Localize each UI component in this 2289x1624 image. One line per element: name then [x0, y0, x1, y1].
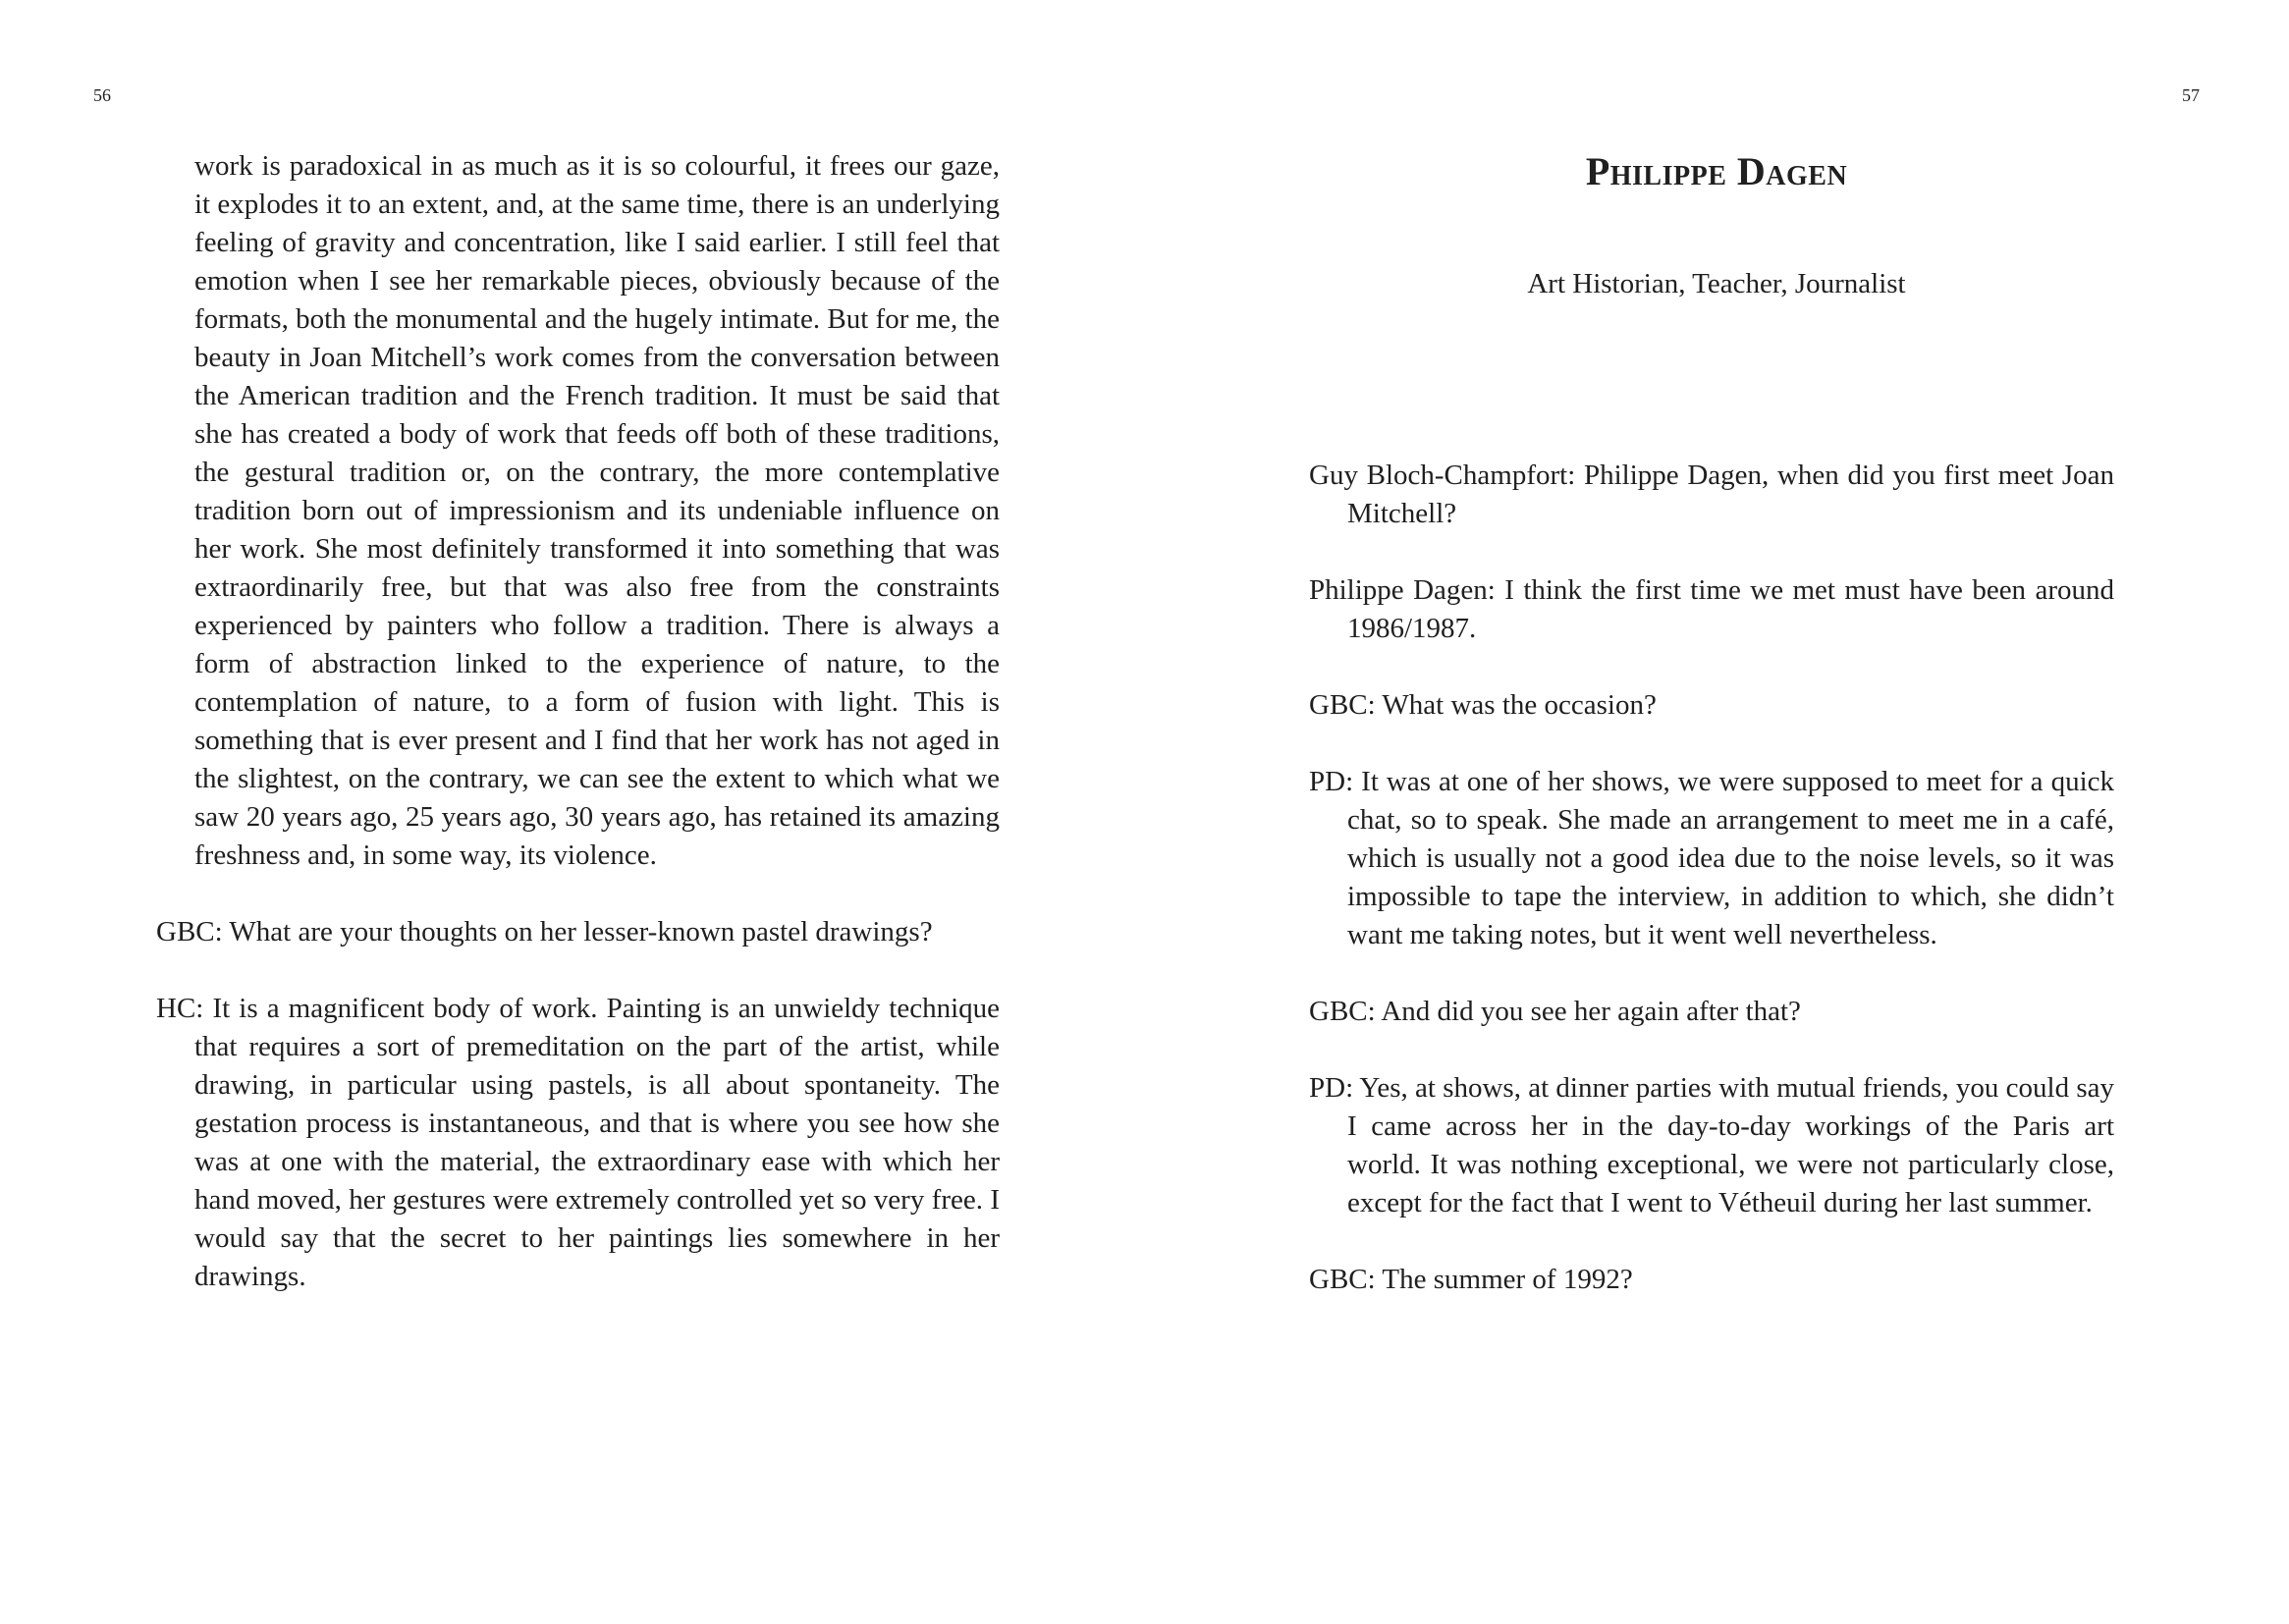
- interview-title: Philippe Dagen: [1585, 149, 1848, 193]
- interview-paragraph: [156, 913, 1000, 951]
- interview-paragraph: [1309, 686, 2114, 725]
- speaker-label: GBC:: [156, 916, 223, 947]
- speaker-label: GBC:: [1309, 1264, 1376, 1295]
- paragraph-text: What was the occasion?: [1382, 689, 1657, 721]
- speaker-label: HC:: [156, 993, 204, 1024]
- interview-paragraph: [1309, 1069, 2114, 1222]
- speaker-label: GBC:: [1309, 689, 1376, 721]
- interview-paragraph: [1309, 457, 2114, 533]
- speaker-label: PD:: [1309, 766, 1354, 797]
- left-page: [0, 0, 1144, 1624]
- speaker-label: PD:: [1309, 1072, 1354, 1104]
- right-page: [1144, 0, 2289, 1624]
- paragraph-text: Yes, at shows, at dinner parties with mutual friends, you could say I came across her in the day-to-day workings of the Paris art world. It was nothing exceptional, we were not particularly close, except for the fact that I went to Vétheuil during her last summer.: [1347, 1072, 2114, 1218]
- right-page-number: 57: [2182, 85, 2200, 105]
- paragraph-text: It was at one of her shows, we were supposed to meet for a quick chat, so to speak. She made an arrangement to meet me in a café, which is usually not a good idea due to the noise levels, so it was impossible to tape the interview, in addition to which, she didn’t want me taking notes, but it went well nevertheless.: [1347, 766, 2114, 950]
- paragraph-continuation: [194, 147, 1000, 875]
- paragraph-text: I think the first time we met must have been around 1986/1987.: [1347, 574, 2114, 644]
- right-text-column: [1309, 457, 2114, 1337]
- left-page-number: 56: [93, 85, 111, 105]
- interview-paragraph: [1309, 993, 2114, 1031]
- paragraph-text: What are your thoughts on her lesser-known pastel drawings?: [229, 916, 933, 947]
- interview-paragraph: [1309, 1261, 2114, 1299]
- interview-paragraph: [156, 990, 1000, 1296]
- paragraph-text: And did you see her again after that?: [1381, 996, 1801, 1027]
- speaker-label: Philippe Dagen:: [1309, 574, 1496, 606]
- interview-subtitle: Art Historian, Teacher, Journalist: [1527, 268, 1906, 299]
- paragraph-text: work is paradoxical in as much as it is so colourful, it frees our gaze, it explodes it to an extent, and, at the same time, there is an underlying feeling of gravity and concentration, like I said earlier. I still feel that emotion when I see her remarkable pieces, obviously because of the formats, both the monumental and the hugely intimate. But for me, the beauty in Joan Mitchell’s work comes from the conversation between the American tradition and the French tradition. It must be said that she has created a body of work that feeds off both of these traditions, the gestural tradition or, on the contrary, the more contemplative tradition born out of impressionism and its undeniable influence on her work. She most definitely transformed it into something that was extraordinarily free, but that was also free from the constraints experienced by painters who follow a tradition. There is always a form of abstraction linked to the experience of nature, to the contemplation of nature, to a form of fusion with light. This is something that is ever present and I find that her work has not aged in the slightest, on the contrary, we can see the extent to which what we saw 20 years ago, 25 years ago, 30 years ago, has retained its amazing freshness and, in some way, its violence.: [194, 150, 1000, 871]
- speaker-label: GBC:: [1309, 996, 1376, 1027]
- paragraph-text: The summer of 1992?: [1382, 1264, 1633, 1295]
- left-text-column: [156, 147, 1001, 1334]
- interview-paragraph: [1309, 571, 2114, 648]
- paragraph-text: Philippe Dagen, when did you first meet Joan Mitchell?: [1347, 460, 2115, 529]
- interview-paragraph: [1309, 763, 2114, 954]
- paragraph-text: It is a magnificent body of work. Painting is an unwieldy technique that requires a sort of premeditation on the part of the artist, while drawing, in particular using pastels, is all about spontaneity. The gestation process is instantaneous, and that is where you see how she was at one with the material, the extraordinary ease with which her hand moved, her gestures were extremely controlled yet so very free. I would say that the secret to her paintings lies somewhere in her drawings.: [194, 993, 1001, 1292]
- speaker-label: Guy Bloch-Champfort:: [1309, 460, 1576, 491]
